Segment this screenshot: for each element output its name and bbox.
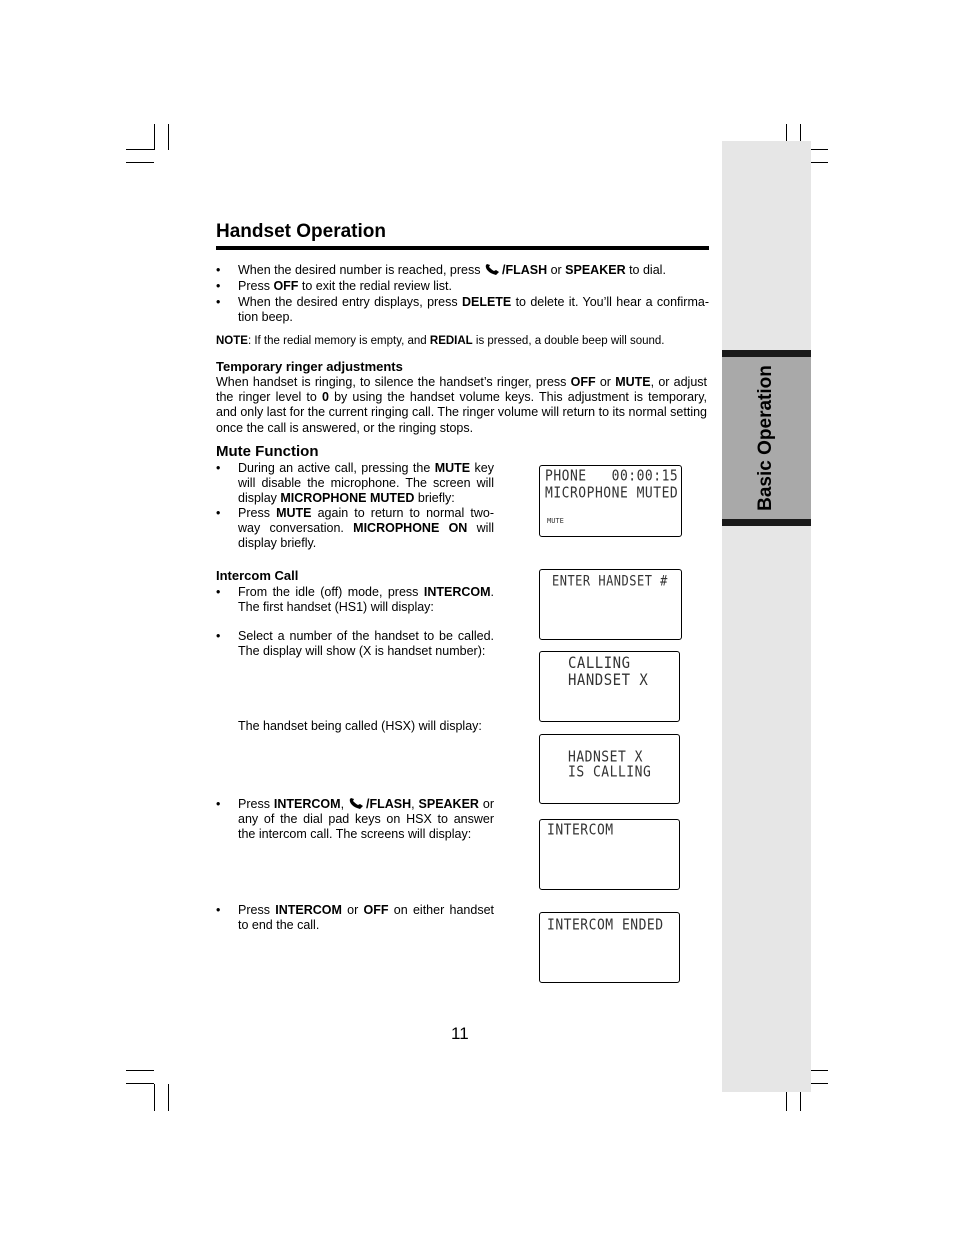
lcd-screen-intercom	[539, 819, 680, 890]
crop-mark	[154, 124, 155, 150]
lcd-line: INTERCOM	[547, 822, 614, 840]
bullet: •	[216, 461, 221, 475]
crop-mark	[126, 1070, 154, 1071]
crop-mark	[154, 1084, 155, 1111]
section-heading-mute: Mute Function	[216, 443, 319, 460]
mute-indicator: MUTE	[547, 517, 564, 525]
called-handset-text: The handset being called (HSX) will display:	[238, 719, 482, 733]
bullet: •	[216, 295, 221, 309]
lcd-line: PHONE 00:00:15	[545, 468, 679, 486]
crop-mark	[168, 1084, 169, 1111]
bullet: •	[216, 629, 221, 643]
lcd-line: IS CALLING	[568, 764, 652, 782]
lcd-screen-enter-handset	[539, 569, 682, 640]
lcd-screen-hadnset-calling	[539, 734, 680, 804]
section-heading-intercom: Intercom Call	[216, 568, 299, 583]
lcd-line: CALLING	[568, 654, 631, 673]
bullet: •	[216, 279, 221, 293]
phone-handset-icon	[348, 798, 366, 810]
ringer-paragraph: When handset is ringing, to silence the handset’s ringer, press OFF or MUTE, or adjust the ringer level to 0 by using the handset volume keys. This adjustment is temporary, and only last for the current ringing call. The ringer volume will return to its normal setting once the call is answered, or the ringing stops.	[216, 375, 708, 435]
lcd-line: HANDSET X	[568, 671, 649, 690]
lcd-screen-calling	[539, 651, 680, 722]
lcd-line: INTERCOM ENDED	[547, 917, 664, 935]
crop-mark	[126, 162, 154, 163]
crop-mark	[126, 1083, 154, 1084]
bullet: •	[216, 585, 221, 599]
note: NOTE: If the redial memory is empty, and REDIAL is pressed, a double beep will sound.	[216, 335, 665, 347]
page-title: Handset Operation	[216, 221, 386, 242]
lcd-line: ENTER HANDSET #	[552, 573, 668, 590]
bullet: •	[216, 506, 221, 520]
bullet: •	[216, 903, 221, 917]
page-number: 11	[451, 1024, 469, 1043]
side-tab-label: Basic Operation	[755, 365, 776, 511]
crop-mark	[126, 149, 154, 150]
section-heading-ringer: Temporary ringer adjustments	[216, 359, 403, 374]
bullet: •	[216, 263, 221, 277]
side-tab-background	[722, 141, 811, 1092]
phone-handset-icon	[484, 264, 502, 276]
lcd-screen-mute	[539, 465, 682, 537]
lcd-screen-intercom-ended	[539, 912, 680, 983]
title-rule	[216, 246, 709, 250]
lcd-line: MICROPHONE MUTED	[545, 485, 679, 503]
bullet: •	[216, 797, 221, 811]
crop-mark	[168, 124, 169, 150]
lcd-line: HADNSET X	[568, 749, 643, 767]
